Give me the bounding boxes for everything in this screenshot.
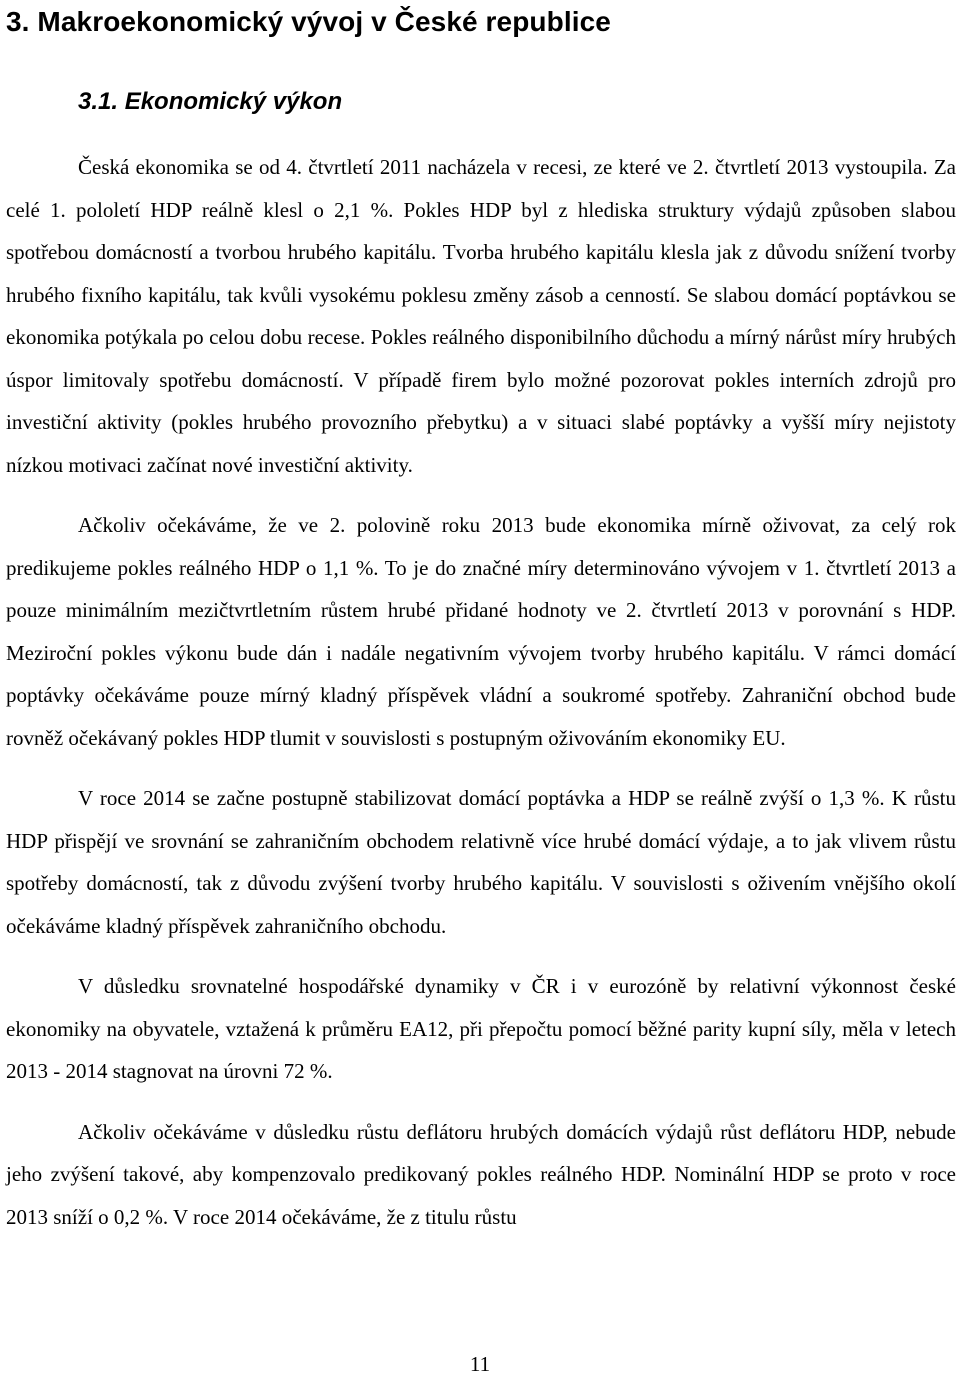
paragraph-5: Ačkoliv očekáváme v důsledku růstu deflátoru hrubých domácích výdajů růst deflátoru HDP, nebude jeho zvýšení takové, aby kompenzovalo predikovaný pokles reálného HDP. Nominální HDP se proto v roce 2013 sníží o 0,2 %. V roce 2014 očekáváme, že z titulu růstu [6,1119,956,1229]
paragraph-3: V roce 2014 se začne postupně stabilizovat domácí poptávka a HDP se reálně zvýší o 1,3 %. K růstu HDP přispějí ve srovnání se zahraničním obchodem relativně více hrubé domácí výdaje, a to jak vlivem růstu spotřeby domácností, tak z důvodu zvýšení tvorby hrubého kapitálu. V souvislosti s oživením vnějšího okolí očekáváme kladný příspěvek zahraničního obchodu. [6,786,956,938]
paragraph-2: Ačkoliv očekáváme, že ve 2. polovině roku 2013 bude ekonomika mírně oživovat, za celý rok predikujeme pokles reálného HDP o 1,1 %. To je do značné míry determinováno vývojem v 1. čtvrtletí 2013 a pouze minimálním mezičtvrtletním růstem hrubé přidané hodnoty ve 2. čtvrtletí 2013 v porovnání s HDP. Meziroční pokles výkonu bude dán i nadále negativním vývojem tvorby hrubého kapitálu. V rámci domácí poptávky očekáváme pouze mírný kladný příspěvek vládní a soukromé spotřeby. Zahraniční obchod bude rovněž očekávaný pokles HDP tlumit v souvislosti s postupným oživováním ekonomiky EU. [6,513,956,750]
section-heading: 3. Makroekonomický vývoj v České republice [6,6,611,37]
document-page [6,0,956,1238]
page-number: 11 [469,1352,491,1376]
paragraph-4: V důsledku srovnatelné hospodářské dynamiky v ČR i v eurozóně by relativní výkonnost české ekonomiky na obyvatele, vztažená k průměru EA12, při přepočtu pomocí běžné parity kupní síly, měla v letech 2013 - 2014 stagnovat na úrovni 72 %. [6,974,956,1083]
paragraph-1: Česká ekonomika se od 4. čtvrtletí 2011 nacházela v recesi, ze které ve 2. čtvrtletí 2013 vystoupila. Za celé 1. pololetí HDP reálně klesl o 2,1 %. Pokles HDP byl z hlediska struktury výdajů způsoben slabou spotřebou domácností a tvorbou hrubého kapitálu. Tvorba hrubého kapitálu klesla jak z důvodu snížení tvorby hrubého fixního kapitálu, tak kvůli vysokému poklesu změny zásob a cenností. Se slabou domácí poptávkou se ekonomika potýkala po celou dobu recese. Pokles reálného disponibilního důchodu a mírný nárůst míry hrubých úspor limitovaly spotřebu domácností. V případě firem bylo možné pozorovat pokles interních zdrojů pro investiční aktivity (pokles hrubého provozního přebytku) a v situaci slabé poptávky a vyšší míry nejistoty nízkou motivaci začínat nové investiční aktivity. [6,155,956,477]
subsection-heading: 3.1. Ekonomický výkon [78,88,343,115]
